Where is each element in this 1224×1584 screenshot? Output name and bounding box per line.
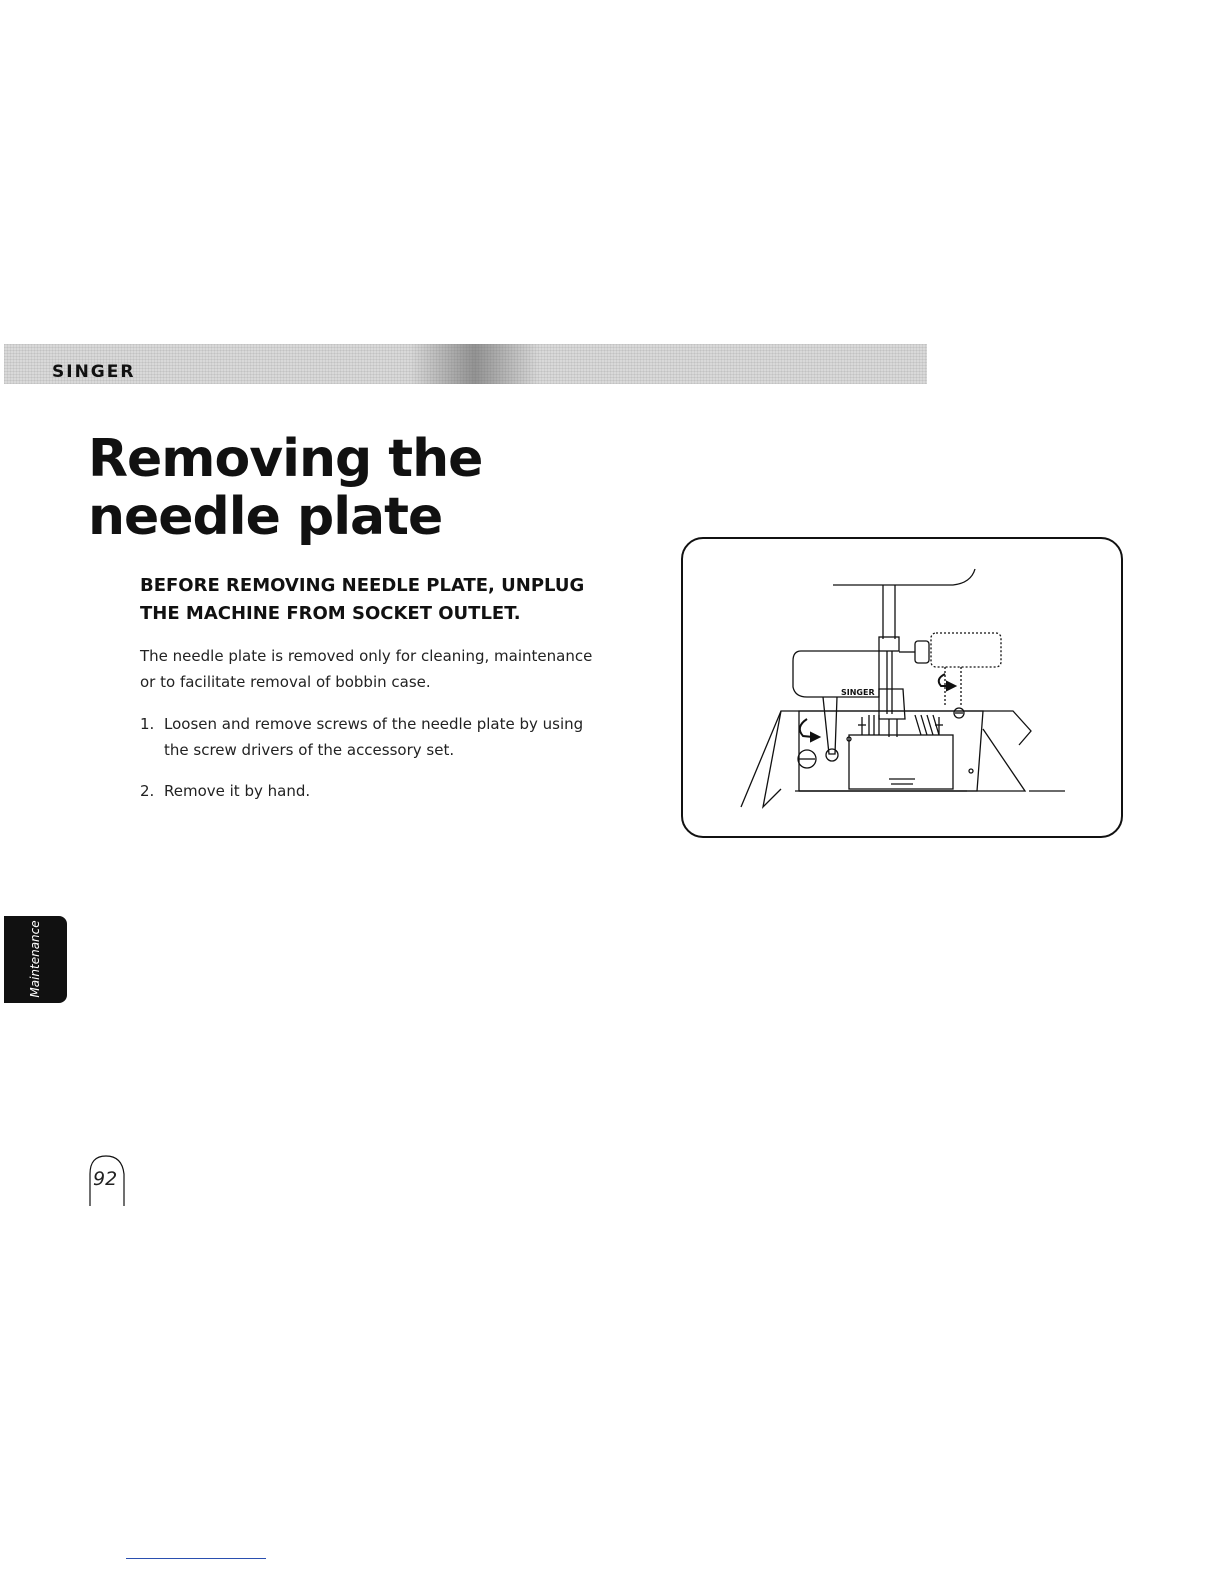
needle-plate-illustration bbox=[681, 537, 1123, 838]
sewing-machine-drawing bbox=[683, 539, 1125, 840]
machine-brand-label: SINGER bbox=[841, 688, 875, 697]
page-number: 92 bbox=[93, 1168, 118, 1190]
intro-paragraph: The needle plate is removed only for cleaning, maintenance or to facilitate removal of bobbin case. bbox=[140, 647, 593, 691]
step-number: 1. bbox=[140, 715, 155, 733]
footer-rule bbox=[126, 1558, 266, 1559]
step-text: Loosen and remove screws of the needle plate by using the screw drivers of the accessory set. bbox=[164, 715, 584, 759]
warning-line-2: THE MACHINE FROM SOCKET OUTLET. bbox=[140, 603, 521, 624]
title-line-2: needle plate bbox=[88, 487, 443, 547]
section-tab-label: Maintenance bbox=[28, 920, 42, 998]
page-title bbox=[88, 430, 482, 546]
step-number: 2. bbox=[140, 782, 155, 800]
header-band bbox=[4, 344, 927, 384]
safety-warning bbox=[140, 572, 584, 628]
section-tab bbox=[4, 916, 67, 1003]
steps-list bbox=[140, 711, 610, 819]
step-item bbox=[140, 778, 610, 804]
brand-logo: SINGER bbox=[52, 362, 136, 382]
step-text: Remove it by hand. bbox=[164, 782, 311, 800]
warning-line-1: BEFORE REMOVING NEEDLE PLATE, UNPLUG bbox=[140, 575, 585, 596]
step-item bbox=[140, 711, 610, 763]
title-line-1: Removing the bbox=[88, 429, 483, 489]
